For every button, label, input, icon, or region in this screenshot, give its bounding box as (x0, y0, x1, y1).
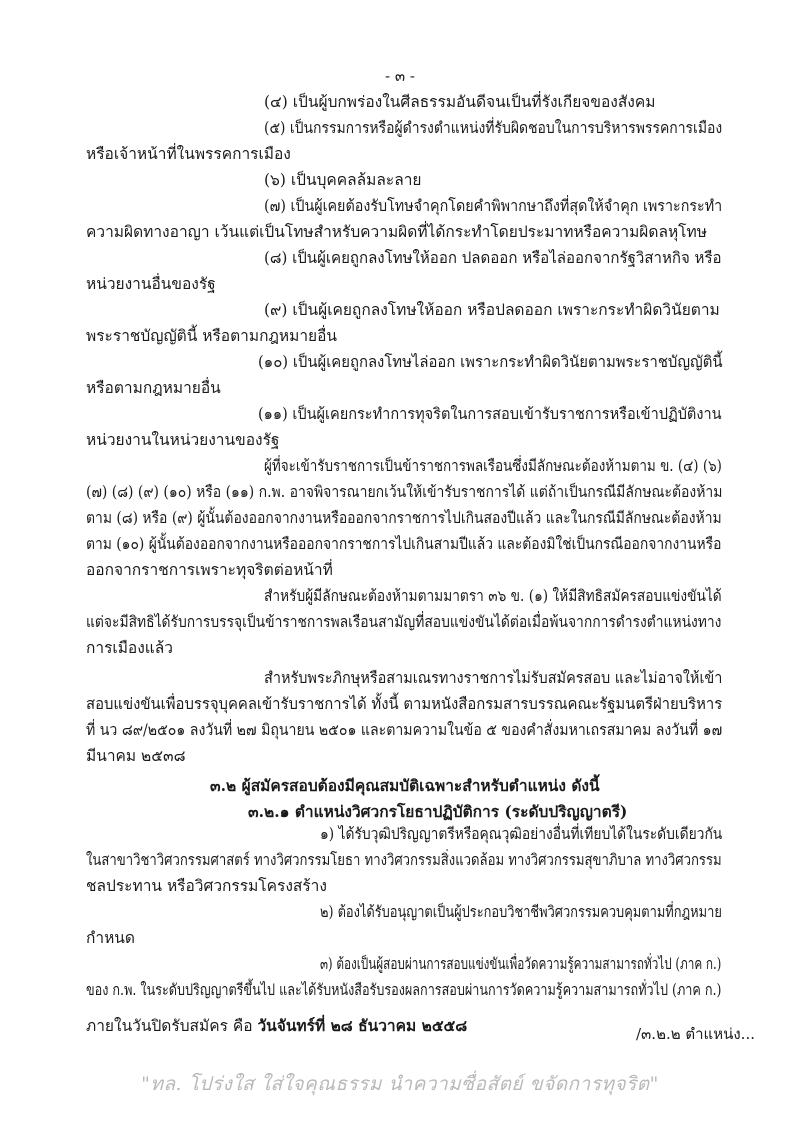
text-line: หรือเจ้าหน้าที่ในพรรคการเมือง (86, 145, 291, 163)
text-line: (๑๐) เป็นผู้เคยถูกลงโทษไล่ออก เพราะกระทำผิดวินัยตามพระราชบัญญัตินี้ (258, 353, 723, 371)
text-line: สำหรับพระภิกษุหรือสามเณรทางราชการไม่รับสมัครสอบ และไม่อาจให้เข้า (264, 669, 723, 687)
text-line: ออกจากราชการเพราะทุจริตต่อหน้าที่ (86, 561, 333, 579)
text-line: ๓) ต้องเป็นผู้สอบผ่านการสอบแข่งขันเพื่อวัดความรู้ความสามารถทั่วไป (ภาค ก.) (320, 955, 722, 973)
text-line: หน่วยงานในหน่วยงานของรัฐ (86, 431, 280, 449)
text-line: หรือตามกฎหมายอื่น (86, 379, 221, 397)
text-line: ผู้ที่จะเข้ารับราชการเป็นข้าราชการพลเรือนซึ่งมีลักษณะต้องห้ามตาม ข. (๔) (๖) (264, 457, 722, 475)
text-line: (๕) เป็นกรรมการหรือผู้ดำรงตำแหน่งที่รับผิดชอบในการบริหารพรรคการเมือง (264, 119, 723, 137)
closing-date-line (86, 1016, 467, 1036)
heading-3-2: ๓.๒ ผู้สมัครสอบต้องมีคุณสมบัติเฉพาะสำหรับตำแหน่ง ดังนี้ (210, 776, 600, 795)
text-line: มีนาคม ๒๕๓๘ (86, 747, 186, 765)
page-number: - ๓ - (385, 67, 415, 85)
text-line: (๑๑) เป็นผู้เคยกระทำการทุจริตในการสอบเข้ารับราชการหรือเข้าปฏิบัติงาน (258, 405, 722, 423)
text-line: (๗) (๘) (๙) (๑๐) หรือ (๑๑) ก.พ. อาจพิจารณายกเว้นให้เข้ารับราชการได้ แต่ถ้าเป็นกรณีมีลักษณะต้องห้าม (86, 483, 723, 501)
text-line: ของ ก.พ. ในระดับปริญญาตรีขึ้นไป และได้รับหนังสือรับรองผลการสอบผ่านการวัดความรู้ความสามารถทั่วไป (ภาค ก.) (86, 981, 722, 999)
text-line: สอบแข่งขันเพื่อบรรจุบุคคลเข้ารับราชการได้ ทั้งนี้ ตามหนังสือกรมสารบรรณคณะรัฐมนตรีฝ่ายบริหาร (86, 695, 723, 713)
text-line: ความผิดทางอาญา เว้นแต่เป็นโทษสำหรับความผิดที่ได้กระทำโดยประมาทหรือความผิดลหุโทษ (86, 223, 707, 241)
footer-slogan: "ทล. โปร่งใส ใส่ใจคุณธรรม นำความซื่อสัตย์ ขจัดการทุจริต" (141, 1073, 659, 1095)
text-line: (๙) เป็นผู้เคยถูกลงโทษให้ออก หรือปลดออก เพราะกระทำผิดวินัยตาม (264, 301, 720, 319)
text-line: (๘) เป็นผู้เคยถูกลงโทษให้ออก ปลดออก หรือไล่ออกจากรัฐวิสาหกิจ หรือ (264, 249, 722, 267)
text-line: แต่จะมีสิทธิได้รับการบรรจุเป็นข้าราชการพลเรือนสามัญที่สอบแข่งขันได้ต่อเมื่อพ้นจากการดำรงตำแหน่งทาง (86, 613, 722, 631)
text-line: ในสาขาวิชาวิศวกรรมศาสตร์ ทางวิศวกรรมโยธา ทางวิศวกรรมสิ่งแวดล้อม ทางวิศวกรรมสุขาภิบาล ทางวิศวกรรม (86, 851, 722, 869)
text-line: สำหรับผู้มีลักษณะต้องห้ามตามมาตรา ๓๖ ข. (๑) ให้มีสิทธิสมัครสอบแข่งขันได้ (264, 587, 722, 605)
text-line: ตาม (๘) หรือ (๙) ผู้นั้นต้องออกจากงานหรือออกจากราชการไปเกินสองปีแล้ว และในกรณีมีลักษณะต้องห้าม (86, 509, 722, 527)
text-line: ชลประทาน หรือวิศวกรรมโครงสร้าง (86, 877, 327, 895)
heading-3-2-1: ๓.๒.๑ ตำแหน่งวิศวกรโยธาปฏิบัติการ (ระดับปริญญาตรี) (248, 802, 628, 821)
text-line: กำหนด (86, 929, 135, 947)
text-line: (๗) เป็นผู้เคยต้องรับโทษจำคุกโดยคำพิพากษาถึงที่สุดให้จำคุก เพราะกระทำ (264, 197, 723, 215)
text-line: พระราชบัญญัตินี้ หรือตามกฎหมายอื่น (86, 327, 338, 345)
text-line: หน่วยงานอื่นของรัฐ (86, 275, 216, 293)
closing-date-prefix: ภายในวันปิดรับสมัคร คือ (86, 1017, 258, 1035)
text-line: (๔) เป็นผู้บกพร่องในศีลธรรมอันดีจนเป็นที่รังเกียจของสังคม (264, 93, 656, 111)
text-line: ๑) ได้รับวุฒิปริญญาตรีหรือคุณวุฒิอย่างอื่นที่เทียบได้ในระดับเดียวกัน (320, 825, 723, 843)
closing-date: วันจันทร์ที่ ๒๘ ธันวาคม ๒๕๕๘ (257, 1016, 468, 1035)
text-line: การเมืองแล้ว (86, 639, 173, 657)
text-line: ที่ นว ๘๙/๒๕๐๑ ลงวันที่ ๒๗ มิถุนายน ๒๕๐๑ และตามความในข้อ ๕ ของคำสั่งมหาเถรสมาคม ลงวันที่ ๑๗ (86, 721, 723, 739)
continuation-marker: /๓.๒.๒ ตำแหน่ง... (636, 1025, 755, 1043)
text-line: ตาม (๑๐) ผู้นั้นต้องออกจากงานหรือออกจากราชการไปเกินสามปีแล้ว และต้องมิใช่เป็นกรณีออกจากงานหรือ (86, 535, 722, 553)
text-line: ๒) ต้องได้รับอนุญาตเป็นผู้ประกอบวิชาชีพวิศวกรรมควบคุมตามที่กฎหมาย (320, 903, 722, 921)
text-line: (๖) เป็นบุคคลล้มละลาย (264, 171, 422, 189)
